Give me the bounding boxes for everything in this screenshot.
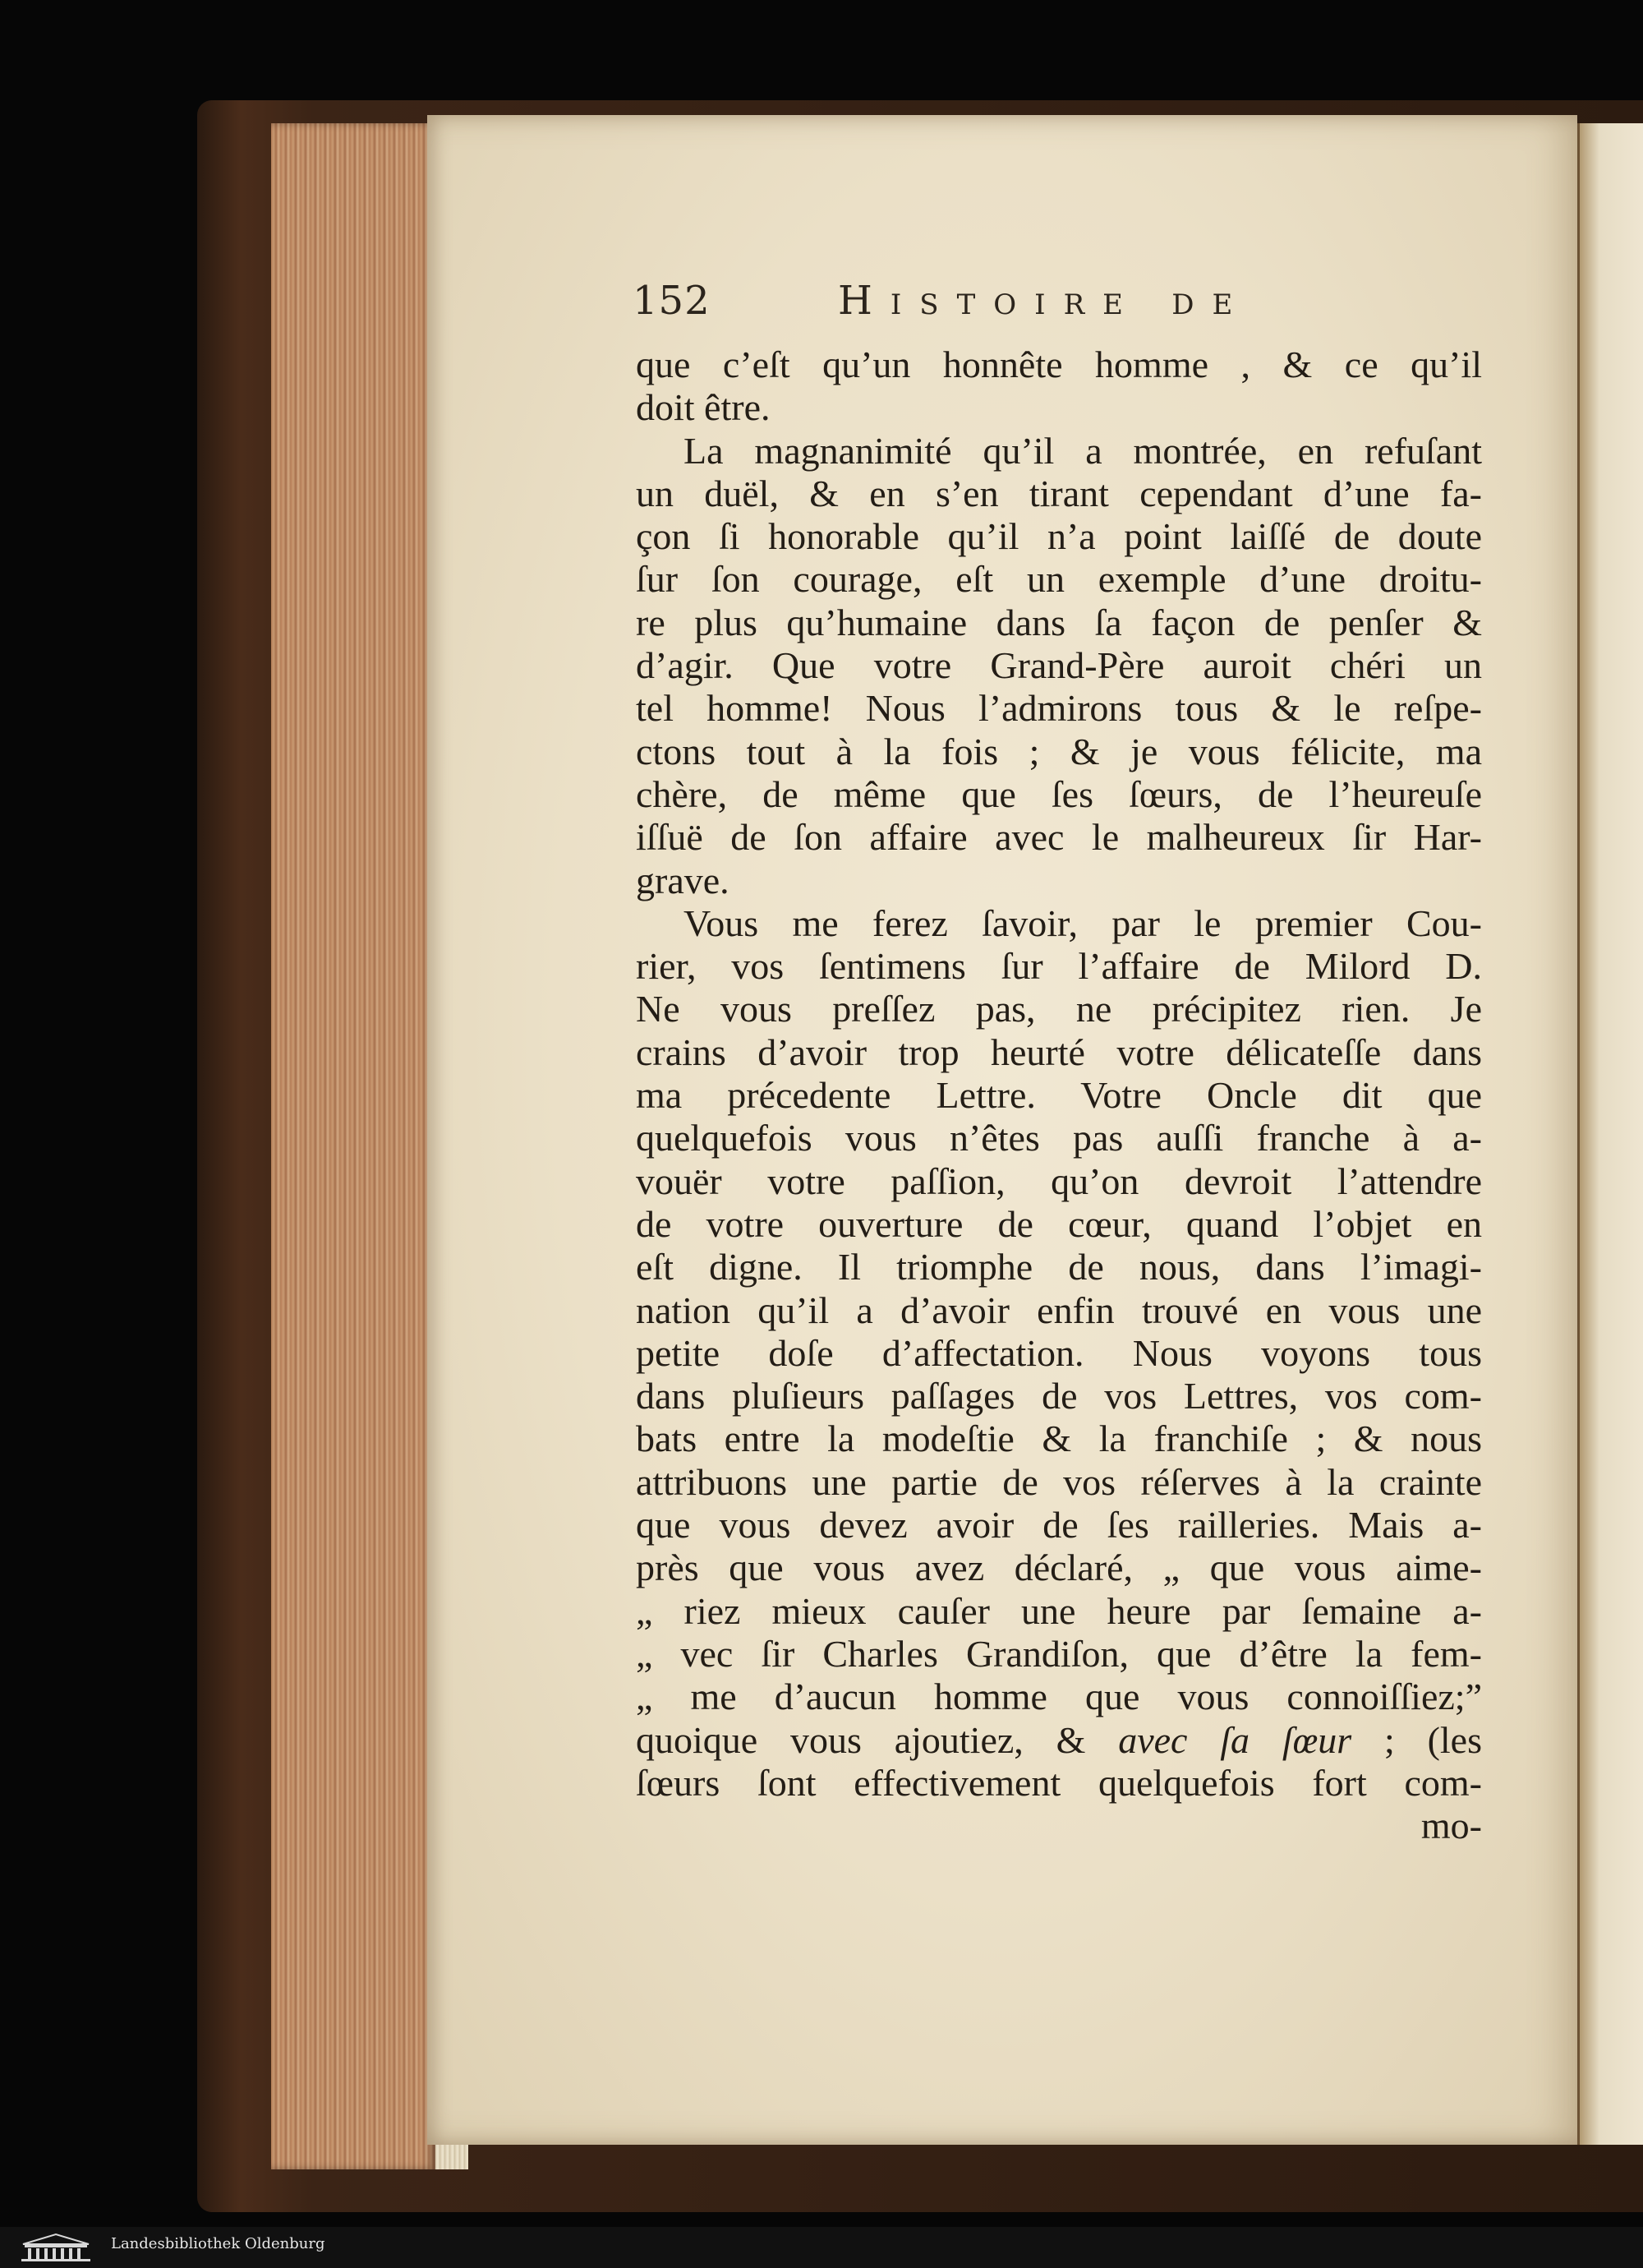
running-title: Histoire de xyxy=(838,278,1251,324)
text-line: „ riez mieux cauſer une heure par ſemaine a- xyxy=(636,1589,1482,1632)
page-edges xyxy=(271,123,435,2169)
text-line: que vous devez avoir de ſes railleries. Mais a- xyxy=(636,1504,1482,1547)
text-line: quelquefois vous n’êtes pas auſſi franche à a- xyxy=(636,1117,1482,1159)
text-line: „ vec ſir Charles Grandiſon, que d’être la fem- xyxy=(636,1632,1482,1675)
text-line: iſſuë de ſon affaire avec le malheureux ſir Har- xyxy=(636,816,1482,859)
text-line: Ne vous preſſez pas, ne précipitez rien. Je xyxy=(636,988,1482,1030)
body-text xyxy=(636,343,1482,1847)
text-line: Vous me ferez ſavoir, par le premier Cou- xyxy=(683,901,1482,944)
text-line: re plus qu’humaine dans ſa façon de penſer & xyxy=(636,601,1482,643)
text-line: petite doſe d’affectation. Nous voyons tous xyxy=(636,1331,1482,1374)
page-number: 152 xyxy=(633,278,711,324)
text-line: près que vous avez déclaré, „ que vous aime- xyxy=(636,1547,1482,1589)
text-run: quoique vous ajoutiez, & xyxy=(636,1718,1119,1761)
text-line: La magnanimité qu’il a montrée, en refuſant xyxy=(683,429,1482,472)
text-line: dans pluſieurs paſſages de vos Lettres, vos com- xyxy=(636,1375,1482,1418)
text-line: d’agir. Que votre Grand-Père auroit chéri un xyxy=(636,644,1482,687)
text-line: bats entre la modeſtie & la franchiſe ; & nous xyxy=(636,1418,1482,1460)
text-line: que c’eſt qu’un honnête homme , & ce qu’il xyxy=(636,343,1482,385)
text-line: chère, de même que ſes ſœurs, de l’heureuſe xyxy=(636,772,1482,815)
library-name: Landesbibliothek Oldenburg xyxy=(111,2235,325,2252)
text-line: crains d’avoir trop heurté votre délicateſſe dans xyxy=(636,1030,1482,1073)
text-line: „ me d’aucun homme que vous connoiſſiez;” xyxy=(636,1676,1482,1718)
running-header xyxy=(633,278,1487,335)
text-line: tel homme! Nous l’admirons tous & le reſpe- xyxy=(636,687,1482,730)
text-line: vouër votre paſſion, qu’on devroit l’attendre xyxy=(636,1159,1482,1202)
text-line: rier, vos ſentimens ſur l’affaire de Milord D. xyxy=(636,945,1482,988)
text-line: nation qu’il a d’avoir enfin trouvé en vous une xyxy=(636,1288,1482,1331)
text-line: çon ſi honorable qu’il n’a point laiſſé de doute xyxy=(636,515,1482,558)
facing-page-edge xyxy=(1577,123,1643,2145)
text-line: un duël, & en s’en tirant cependant d’une fa- xyxy=(636,472,1482,514)
text-line: ma précedente Lettre. Votre Oncle dit que xyxy=(636,1074,1482,1117)
italic-run: avec ſa ſœur xyxy=(1118,1718,1352,1761)
text-line-italic-phrase xyxy=(636,1719,1482,1762)
text-line: ctons tout à la fois ; & je vous félicite, ma xyxy=(636,730,1482,772)
catchword: mo- xyxy=(1420,1805,1482,1847)
text-line: attribuons une partie de vos réſerves à la crainte xyxy=(636,1460,1482,1503)
text-run: ; (les xyxy=(1351,1718,1482,1761)
library-building-icon xyxy=(15,2233,97,2262)
text-line: ſœurs ſont effectivement quelquefois fort com- xyxy=(636,1761,1482,1804)
text-line: grave. xyxy=(636,859,729,901)
text-line: de votre ouverture de cœur, quand l’objet en xyxy=(636,1202,1482,1245)
text-line: doit être. xyxy=(636,386,771,429)
text-line: eſt digne. Il triomphe de nous, dans l’imagi- xyxy=(636,1246,1482,1288)
text-line: ſur ſon courage, eſt un exemple d’une droitu- xyxy=(636,558,1482,601)
